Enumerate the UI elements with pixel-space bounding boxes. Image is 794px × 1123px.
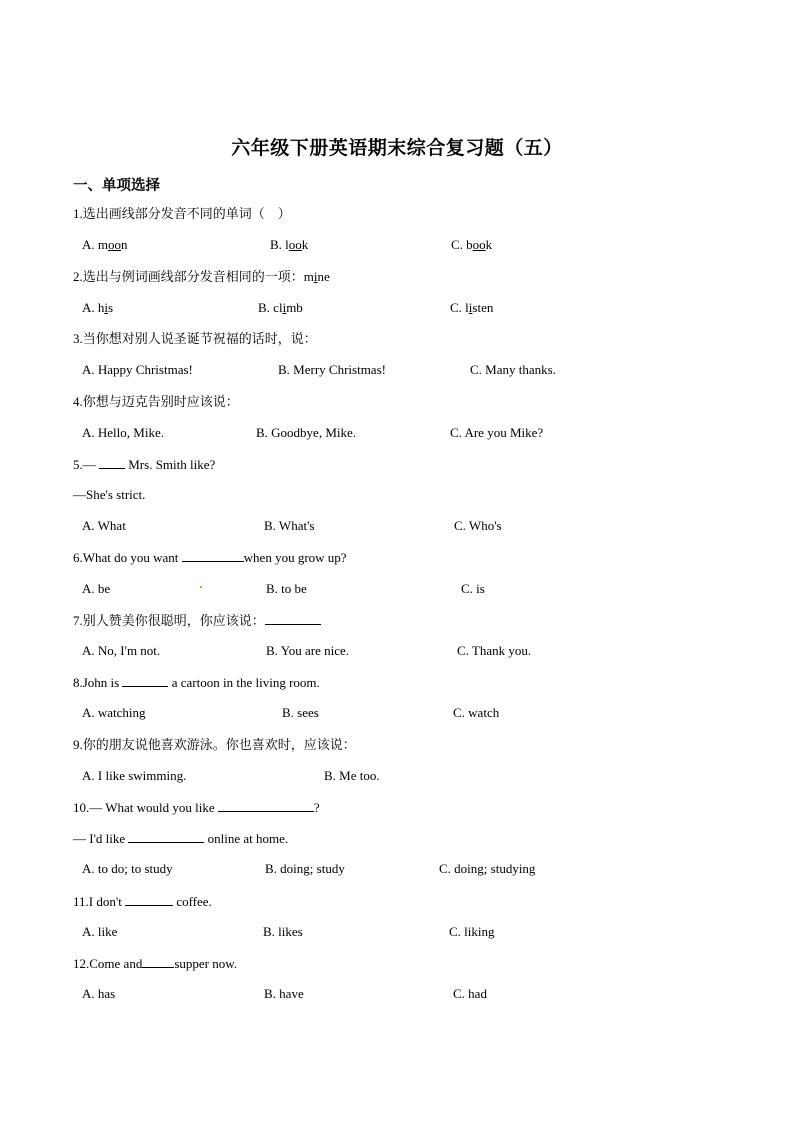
q5-option-c[interactable]: C. Who's bbox=[454, 518, 502, 533]
q6-option-b[interactable]: B. to be bbox=[266, 581, 307, 596]
section-heading: 一、单项选择 bbox=[73, 178, 160, 194]
q10-option-c[interactable]: C. doing; studying bbox=[439, 861, 536, 876]
answer-blank[interactable] bbox=[218, 798, 314, 812]
q5-option-a[interactable]: A. What bbox=[82, 518, 126, 533]
question-10-stem: 10.— What would you like ? bbox=[73, 800, 320, 815]
q1-option-c[interactable]: C. book bbox=[451, 237, 493, 252]
q4-option-c[interactable]: C. Are you Mike? bbox=[450, 425, 544, 440]
answer-blank[interactable] bbox=[99, 455, 125, 469]
q12-option-a[interactable]: A. has bbox=[82, 986, 116, 1001]
q11-option-b[interactable]: B. likes bbox=[263, 924, 303, 939]
answer-blank[interactable] bbox=[142, 954, 174, 968]
q4-option-b[interactable]: B. Goodbye, Mike. bbox=[256, 425, 357, 440]
q8-option-b[interactable]: B. sees bbox=[282, 705, 319, 720]
q1-option-a[interactable]: A. moon bbox=[82, 237, 128, 252]
q10-option-a[interactable]: A. to do; to study bbox=[82, 861, 173, 876]
q3-option-c[interactable]: C. Many thanks. bbox=[470, 362, 556, 377]
question-12-stem: 12.Come and supper now. bbox=[73, 956, 238, 971]
question-6-stem: 6.What do you want when you grow up? bbox=[73, 550, 347, 565]
question-9-stem: 9.你的朋友说他喜欢游泳。你也喜欢时，应该说： bbox=[73, 737, 356, 752]
q2-option-a[interactable]: A. his bbox=[82, 300, 114, 315]
q7-option-a[interactable]: A. No, I'm not. bbox=[82, 643, 161, 658]
q2-option-c[interactable]: C. listen bbox=[450, 300, 494, 315]
question-7-stem: 7.别人赞美你很聪明，你应该说： bbox=[73, 611, 321, 630]
question-5-response: —She's strict. bbox=[73, 487, 146, 502]
q8-option-c[interactable]: C. watch bbox=[453, 705, 500, 720]
q2-option-b[interactable]: B. climb bbox=[258, 300, 303, 315]
answer-blank[interactable] bbox=[265, 611, 321, 625]
q6-option-c[interactable]: C. is bbox=[461, 581, 485, 596]
q10-option-b[interactable]: B. doing; study bbox=[265, 861, 345, 876]
q4-option-a[interactable]: A. Hello, Mike. bbox=[82, 425, 164, 440]
q6-option-a[interactable]: A. be bbox=[82, 581, 111, 596]
q3-option-a[interactable]: A. Happy Christmas! bbox=[82, 362, 193, 377]
stray-dot bbox=[200, 586, 202, 588]
question-3-stem: 3.当你想对别人说圣诞节祝福的话时，说： bbox=[73, 331, 317, 346]
question-5-stem: 5.— Mrs. Smith like? bbox=[73, 457, 216, 472]
q7-option-b[interactable]: B. You are nice. bbox=[266, 643, 350, 658]
q1-option-b[interactable]: B. look bbox=[270, 237, 309, 252]
question-1-stem: 1.选出画线部分发音不同的单词（ ） bbox=[73, 206, 291, 221]
answer-blank[interactable] bbox=[125, 892, 173, 906]
question-8-stem: 8.John is a cartoon in the living room. bbox=[73, 675, 320, 690]
question-2-stem: 2.选出与例词画线部分发音相同的一项：mine bbox=[73, 269, 330, 284]
question-11-stem: 11.I don't coffee. bbox=[73, 894, 212, 909]
question-10-response: — I'd like online at home. bbox=[73, 831, 289, 846]
q9-option-a[interactable]: A. I like swimming. bbox=[82, 768, 187, 783]
q3-option-b[interactable]: B. Merry Christmas! bbox=[278, 362, 386, 377]
q9-option-b[interactable]: B. Me too. bbox=[324, 768, 380, 783]
q5-option-b[interactable]: B. What's bbox=[264, 518, 315, 533]
answer-blank[interactable] bbox=[182, 548, 244, 562]
answer-blank[interactable] bbox=[122, 673, 168, 687]
q12-option-b[interactable]: B. have bbox=[264, 986, 304, 1001]
page-title: 六年级下册英语期末综合复习题（五） bbox=[231, 138, 563, 159]
q11-option-c[interactable]: C. liking bbox=[449, 924, 495, 939]
q8-option-a[interactable]: A. watching bbox=[82, 705, 146, 720]
q7-option-c[interactable]: C. Thank you. bbox=[457, 643, 532, 658]
question-4-stem: 4.你想与迈克告别时应该说： bbox=[73, 394, 239, 409]
answer-blank[interactable] bbox=[128, 829, 204, 843]
q12-option-c[interactable]: C. had bbox=[453, 986, 487, 1001]
q11-option-a[interactable]: A. like bbox=[82, 924, 118, 939]
